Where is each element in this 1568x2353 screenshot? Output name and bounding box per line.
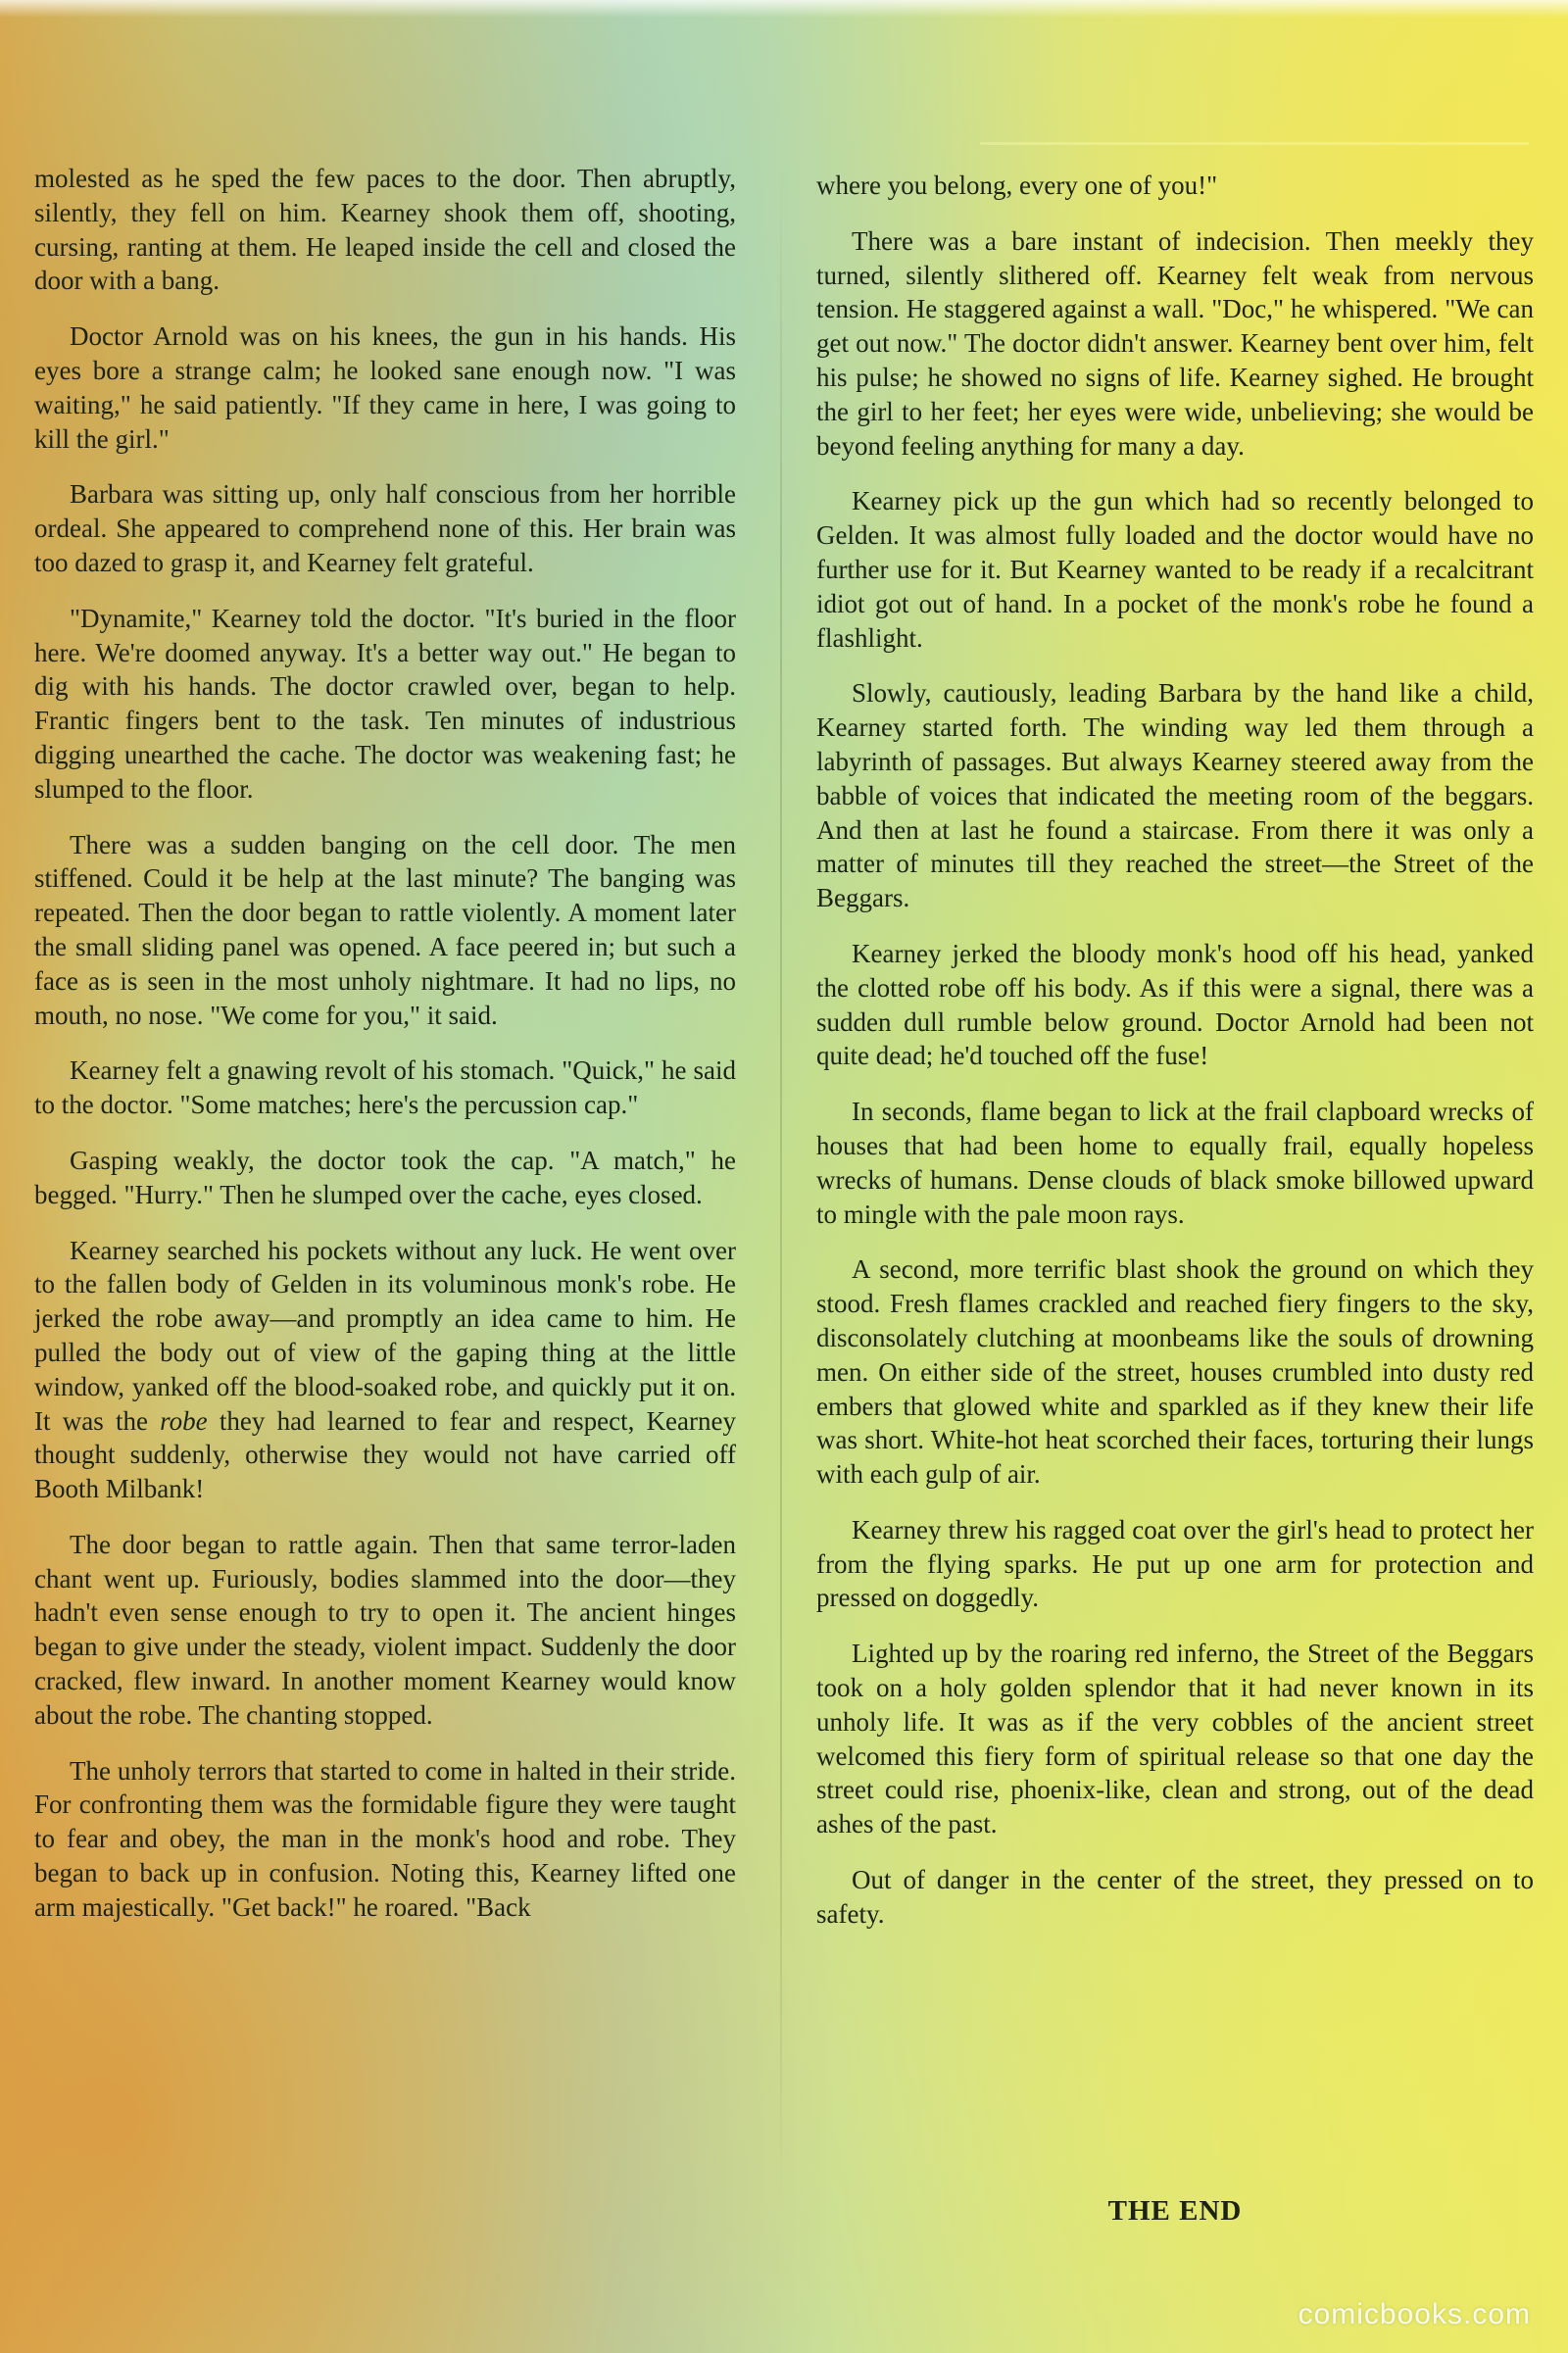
- paragraph: There was a bare instant of indecision. Then meekly they turned, silently slithered off. Kearney felt weak from nervous tension. He staggered against a wall. "Doc," he whispered. "We can get out now." The doctor didn't answer. Kearney bent over him, felt his pulse; he showed no signs of life. Kearney sighed. He brought the girl to her feet; her eyes were wide, unbelieving; she would be beyond feeling anything for many a day.: [816, 225, 1534, 461]
- emphasized-word: robe: [160, 1405, 208, 1436]
- paragraph: where you belong, every one of you!": [816, 171, 1218, 200]
- paragraph: Out of danger in the center of the street, they pressed on to safety.: [816, 1865, 1534, 1929]
- paragraph: In seconds, flame began to lick at the frail clapboard wrecks of houses that had been home to equally frail, equally hopeless wrecks of humans. Dense clouds of black smoke billowed upward to mingle with the pale moon rays.: [816, 1097, 1534, 1229]
- paragraph: molested as he sped the few paces to the door. Then abruptly, silently, they fell on him. Kearney shook them off, shooting, cursing, ranting at them. He leaped inside the cell and closed the door with a bang.: [34, 164, 736, 296]
- left-text-column: [34, 162, 736, 1946]
- paragraph: Slowly, cautiously, leading Barbara by the hand like a child, Kearney started forth. The winding way led them through a labyrinth of passages. But always Kearney steered away from the babble of voices that indicated the meeting room of the beggars. And then at last he found a staircase. From there it was only a matter of minutes till they reached the street—the Street of the Beggars.: [816, 678, 1534, 913]
- column-gutter: [780, 167, 782, 2205]
- paragraph: "Dynamite," Kearney told the doctor. "It's buried in the floor here. We're doomed anyway. It's a better way out." He began to dig with his hands. The doctor crawled over, began to help. Frantic fingers bent to the task. Ten minutes of industrious digging unearthed the cache. The doctor was weakening fast; he slumped to the floor.: [34, 603, 736, 804]
- paragraph: The door began to rattle again. Then that same terror-laden chant went up. Furiously, bodies slammed into the door—they hadn't even sense enough to try to open it. The ancient hinges began to give under the steady, violent impact. Suddenly the door cracked, flew inward. In another moment Kearney would know about the robe. The chanting stopped.: [34, 1529, 736, 1730]
- paragraph: Kearney felt a gnawing revolt of his stomach. "Quick," he said to the doctor. "Some matches; here's the percussion cap.": [34, 1055, 736, 1120]
- top-edge-highlight: [0, 0, 1568, 18]
- right-text-column: [816, 169, 1534, 1953]
- paragraph: Kearney searched his pockets without any luck. He went over to the fallen body of Gelden in its voluminous monk's robe. He jerked the robe away—and promptly an idea came to him. He pulled the body out of view of the gaping thing at the little window, yanked off the blood-soaked robe, and quickly put it on. It was the robe they had learned to fear and respect, Kearney thought suddenly, otherwise they would not have carried off Booth Milbank!: [34, 1235, 737, 1504]
- paragraph: Doctor Arnold was on his knees, the gun in his hands. His eyes bore a strange calm; he looked sane enough now. "I was waiting," he said patiently. "If they came in here, I was going to kill the girl.": [34, 321, 736, 454]
- paragraph: The unholy terrors that started to come in halted in their stride. For confronting them was the formidable figure they were taught to fear and obey, the man in the monk's hood and robe. They began to back up in confusion. Noting this, Kearney lifted one arm majestically. "Get back!" he roared. "Back: [34, 1755, 736, 1922]
- site-watermark: comicbooks.com: [1298, 2298, 1531, 2330]
- faded-title-art: [980, 25, 1529, 145]
- paragraph: A second, more terrific blast shook the ground on which they stood. Fresh flames crackled and reached fiery fingers to the sky, disconsolately clutching at moonbeams like the souls of drowning men. On either side of the street, houses crumbled into dusty red embers that glowed white and sparkled as if they knew their life was short. White-hot heat scorched their faces, torturing their lungs with each gulp of air.: [816, 1254, 1534, 1490]
- the-end-label: THE END: [1107, 2195, 1243, 2227]
- paragraph: Barbara was sitting up, only half conscious from her horrible ordeal. She appeared to comprehend none of this. Her brain was too dazed to grasp it, and Kearney felt grateful.: [34, 479, 736, 577]
- paragraph: Kearney jerked the bloody monk's hood off his head, yanked the clotted robe off his body. As if this were a signal, there was a sudden dull rumble below ground. Doctor Arnold had been not quite dead; he'd touched off the fuse!: [816, 938, 1534, 1071]
- paragraph: Gasping weakly, the doctor took the cap. "A match," he begged. "Hurry." Then he slumped over the cache, eyes closed.: [34, 1145, 736, 1209]
- paragraph: Kearney threw his ragged coat over the girl's head to protect her from the flying sparks. He put up one arm for protection and pressed on doggedly.: [816, 1514, 1534, 1613]
- paragraph: Kearney pick up the gun which had so recently belonged to Gelden. It was almost fully loaded and the doctor would have no further use for it. But Kearney wanted to be ready if a recalcitrant idiot got out of hand. In a pocket of the monk's robe he found a flashlight.: [816, 486, 1534, 653]
- paragraph: Lighted up by the roaring red inferno, the Street of the Beggars took on a holy golden splendor that it had never known in its unholy life. It was as if the very cobbles of the ancient street welcomed this fiery form of spiritual release so that one day the street could rise, phoenix-like, clean and strong, out of the dead ashes of the past.: [816, 1639, 1534, 1839]
- paragraph: There was a sudden banging on the cell door. The men stiffened. Could it be help at the last minute? The banging was repeated. Then the door began to rattle violently. A moment later the small sliding panel was opened. A face peered in; but such a face as is seen in the most unholy nightmare. It had no lips, no mouth, no nose. "We come for you," it said.: [34, 829, 736, 1030]
